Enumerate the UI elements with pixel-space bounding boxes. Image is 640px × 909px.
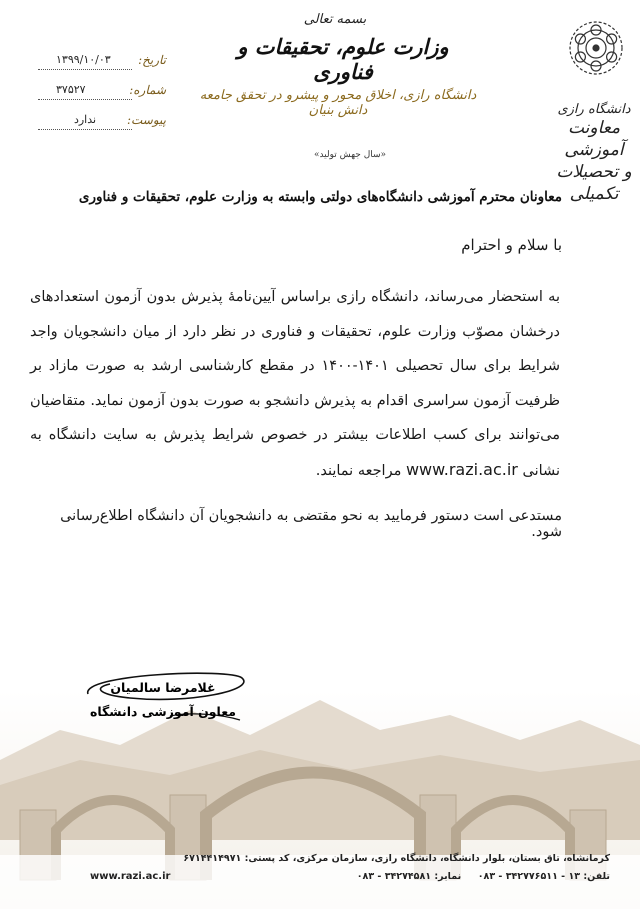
- besmeh-heading: بسمه تعالی: [303, 12, 367, 27]
- ministry-heading: وزارت علوم، تحقیقات و فناوری: [237, 34, 449, 84]
- footer-address: کرمانشاه، تاق بستان، بلوار دانشگاه، دانشگاه رازی، سازمان مرکزی، کد پستی: ۶۷۱۴۴۱۴۹۷۱: [183, 853, 610, 864]
- university-logo: [548, 6, 640, 204]
- logo-dept-line1: معاونت آموزشی: [564, 118, 624, 160]
- year-slogan: «سال جهش تولید»: [313, 150, 387, 160]
- letter-body: [30, 280, 560, 488]
- letter-body-tail: مراجعه نمایند.: [315, 462, 402, 479]
- number-value: ۳۷۵۲۷: [38, 83, 132, 100]
- signatory-name: غلامرضا سالمیان: [110, 680, 216, 695]
- logo-university-name: دانشگاه رازی: [557, 102, 631, 117]
- website-link[interactable]: www.razi.ac.ir: [405, 459, 518, 479]
- letter-closing: مستدعی است دستور فرمایید به نحو مقتضی به دانشجویان آن دانشگاه اطلاع‌رسانی شود.: [60, 508, 562, 540]
- signature-scribble: [70, 664, 270, 736]
- date-label: تاریخ:: [138, 53, 166, 67]
- attachment-row: [38, 113, 166, 131]
- number-row: [38, 83, 166, 101]
- footer-phone: تلفن: ۱۳ - ۳۴۲۷۷۶۵۱۱ - ۰۸۳: [477, 871, 610, 882]
- letter-addressee: معاونان محترم آموزشی دانشگاه‌های دولتی وابسته به وزارت علوم، تحقیقات و فناوری: [78, 189, 562, 205]
- date-value: ۱۳۹۹/۱۰/۰۳: [38, 53, 132, 70]
- date-row: [38, 53, 166, 71]
- letter-body-text: به استحضار می‌رساند، دانشگاه رازی براساس آیین‌نامهٔ پذیرش بدون آزمون استعدادهای درخشان مصوّب وزارت علوم، تحقیقات و فناوری در نظر دارد از میان دانشجویان واجد شرایط برای سال تحصیلی ۱۴۰۱-۱۴۰۰ در مقطع کارشناسی ارشد به صورت مازاد بر ظرفیت آزمون سراسری اقدام به پذیرش دانشجو به صورت بدون آزمون نماید. متقاضیان می‌توانند برای کسب اطلاعات بیشتر در خصوص شرایط پذیرش به سایت دانشگاه به نشانی: [30, 289, 560, 479]
- attachment-value: ندارد: [38, 113, 132, 130]
- signatory-title: معاون آموزشی دانشگاه: [89, 704, 237, 719]
- number-label: شماره:: [129, 83, 166, 97]
- footer-fax: نمابر: ۳۴۲۷۴۵۸۱ - ۰۸۳: [356, 871, 462, 882]
- razi-emblem-icon: [548, 6, 640, 96]
- letter-greeting: با سلام و احترام: [461, 236, 562, 254]
- university-motto: دانشگاه رازی، اخلاق محور و پیشرو در تحقق جامعه دانش بنیان: [199, 88, 477, 118]
- attachment-label: پیوست:: [126, 113, 166, 127]
- footer-website[interactable]: www.razi.ac.ir: [90, 871, 171, 882]
- logo-dept-line2: و تحصیلات تکمیلی: [556, 162, 632, 204]
